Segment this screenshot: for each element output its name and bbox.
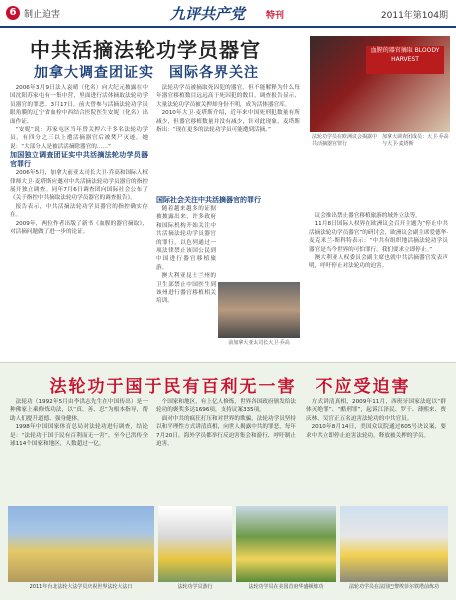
paragraph: 法轮功（1992年5月由李洪志先生在中国传出）是一种佛家上乘修炼功法，以“真、善、忍”为根本指导，帮助人们提升道德、强身健体。	[10, 399, 148, 422]
paragraph: 报告表示，中共活摘法轮功学员器官的指控确实存在。	[10, 203, 148, 219]
paragraph: 澳大利亚人权委员会副主席也就中共活摘器官发表声明，呼吁停止对法轮功的迫害。	[309, 255, 448, 270]
photo-caption: 加拿大调查团成员：大卫·乔高与大卫·麦塔斯	[382, 134, 449, 147]
paragraph: 法轮功学员被摘取死囚犯的器官，但不能解释为什么每年器官移植数目远远高于死囚犯的数目。调查报告显示，大量法轮功学员被关押却身份不明，成为活体器官库。	[156, 85, 300, 108]
taipei-event-photo	[8, 506, 154, 582]
paragraph: 个国家和地区，有上亿人修炼，世界各国政府颁发给法轮功的褒奖多达1696项，支持议案335项。	[156, 399, 296, 414]
article1-title: 中共活摘法轮功学员器官	[30, 38, 261, 62]
parade-photo	[158, 506, 232, 582]
photo-caption: 法轮功学员在美国首府华盛顿炼功	[248, 584, 324, 590]
article1-subtitle: 加拿大调查团证实 国际各界关注	[34, 65, 259, 81]
bloody-harvest-banner: 血腥的器官摘取 BLOODY HARVEST	[366, 46, 444, 74]
paragraph: 2006年5月，加拿大前亚太司长大卫·乔高和国际人权律师大卫·麦塔斯应邀对中共活摘法轮功学员器官的指控展开独立调查。同年7月6日调查团向国际社会公布了《关于指控中共摘取法轮功学员器官的调查报告》。	[10, 170, 148, 202]
article2-column-2	[156, 398, 296, 502]
article1-column-3	[309, 212, 448, 356]
paragraph: 2006年3月9日法人袁晴（化名）向大纪元披露在中国沈阳苏家屯有一集中营，里面进行活体摘取法轮功学员器官的罪恶。3月17日，前夫曾参与活摘法轮功学员眼角膜的辽宁省血栓中西结合医院医生安妮（化名）出面作证。	[10, 85, 148, 125]
article2-column-3	[306, 398, 446, 502]
article1-column-2	[156, 84, 300, 194]
paragraph: 议会推出禁止器官移植旅游的域外立法等。	[314, 213, 421, 219]
paragraph: 2010年大卫·麦塔斯介绍，近年来中国死刑犯数量有所减少，但器官移植数量并没有减少，针对此现象，麦塔斯指出：“现在更多的法轮功学员可能遭到活摘。”	[156, 110, 300, 134]
paragraph: 11月8日国际人权界在欧洲议会召开主题为“停止中共活摘法轮功学员器官”的研讨会，欧洲议会副主席爱德华·麦克米兰-斯科特表示：“中共有组织地活摘法轮功学员器官是当今世界的可怕罪行。我们要求立即停止。”	[309, 221, 448, 253]
paragraph: 方式讲清真相，2009年11月，西班牙国家法庭以“群体灭绝罪”、“酷刑罪”，起诉江泽民、罗干、薄熙来、贾庆林、吴官正五名迫害法轮功的中共官员。	[306, 399, 446, 422]
paragraph: 2010年8月14日，美国众议院通过605号决议案，要求中共立即停止迫害法轮功，释放被关押的学员。	[306, 424, 446, 439]
photo-caption: 前加拿大亚太司长大卫·乔高	[228, 340, 290, 346]
article2-title: 法轮功于国于民有百利无一害 不应受迫害	[49, 377, 411, 397]
photo-caption: 法轮功学员在法国巴黎埃菲尔铁塔前炼功	[348, 584, 439, 590]
photo-caption: 法轮功学员游行	[177, 584, 213, 590]
page-header	[0, 0, 456, 28]
article2-column-1	[10, 398, 148, 502]
subheading: 加国独立调查团证实中共活摘法轮功学员器官罪行	[10, 151, 148, 169]
paragraph: 随着越来越多的证据被披露出来，许多政府和国际机构开始关注中共活摘法轮功学员器官的罪行，以色列通过一项法律禁止该国公民到中国进行器官移植旅游。	[156, 206, 216, 271]
photo-caption: 2011年台北法轮大法学员庆祝世界法轮大法日	[29, 584, 133, 590]
paragraph: “安妮”说：苏家屯区当年曾关押六千多名法轮功学员，有四分之三以上遭活摘器官后被焚尸灭迹。她说：“大部分人是被活活摘除器官的……”	[10, 127, 148, 150]
page-number-badge: 6	[6, 6, 20, 20]
brand-title: 九评共产党	[170, 5, 246, 23]
paragraph: 面对中共的疯狂打压和对世界的欺骗，法轮功学员坚持以和平理性方式讲清真相，向世人揭露中共的罪恶，每年7月20日，海外学员都举行反迫害集会和游行，呼吁制止迫害。	[156, 415, 296, 448]
washington-exercise-photo	[236, 506, 336, 582]
paragraph: 澳大利亚昆士兰州的卫生部禁止中国医生到该州进行器官移植相关培训。	[156, 273, 216, 305]
paris-eiffel-photo	[340, 506, 448, 582]
section-label: 制止迫害	[24, 10, 61, 20]
issue-label: 2011年第104期	[380, 11, 448, 21]
photo-caption: 法轮功学员在欧洲议会揭露中共活摘器官罪行	[312, 134, 378, 147]
brand-subtitle: 特刊	[266, 11, 285, 21]
paragraph: 1998年中国国家体育总局对法轮功进行调查，结论是：“法轮功于国于民有百利而无一害”。至今已洪传全球114个国家和地区，人数超过一亿。	[10, 424, 148, 448]
article1-column-1	[10, 84, 148, 356]
paragraph: 2009年，两位作者出版了新书《血腥的器官摘取》，对活摘问题做了进一步的论证。	[10, 220, 148, 236]
protest-photo	[310, 36, 450, 132]
portrait-photo	[218, 282, 300, 338]
subheading: 国际社会关注中共活摘器官的罪行	[156, 196, 261, 204]
